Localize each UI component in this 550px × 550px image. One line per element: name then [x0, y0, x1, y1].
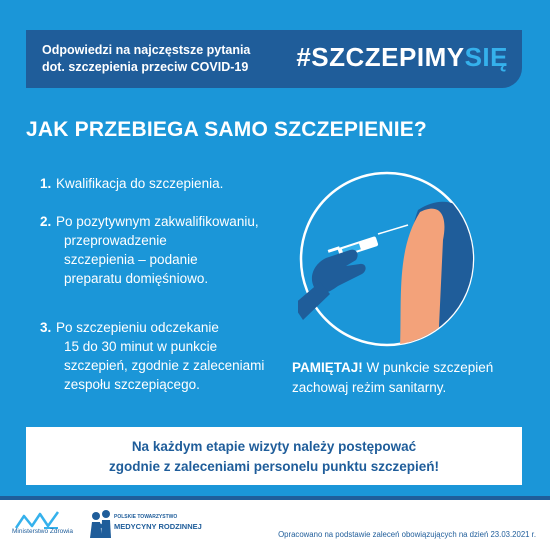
step-item-1: [40, 174, 223, 193]
step-text-line: preparatu domięśniowo.: [64, 271, 209, 286]
footer-note: Opracowano na podstawie zaleceń obowiązujących na dzień 23.03.2021 r.: [278, 530, 536, 539]
remember-text-1: W punkcie szczepień: [362, 360, 494, 375]
hashtag-accent: SIĘ: [464, 42, 508, 72]
step-text-line: 15 do 30 minut w punkcie: [64, 339, 218, 354]
banner-line-1: Na każdym etapie wizyty należy postępować: [131, 439, 417, 454]
banner-line-2: zgodnie z zaleceniami personelu punktu szczepień!: [108, 459, 440, 474]
step-text-line: szczepień, zgodnie z zaleceniami: [64, 358, 265, 373]
remember-text-2: zachowaj reżim sanitarny.: [292, 380, 447, 395]
ptmr-line-2: MEDYCYNY RODZINNEJ: [114, 522, 202, 531]
ptmr-line-1: POLSKIE TOWARZYSTWO: [114, 514, 178, 520]
step-text-line: szczepienia – podanie: [64, 252, 198, 267]
header-text: [42, 42, 250, 76]
header-bar: [26, 30, 522, 88]
step-number: 1.: [40, 176, 52, 191]
vaccination-illustration: [298, 170, 476, 348]
header-line-2: dot. szczepienia przeciw COVID-19: [42, 60, 249, 74]
remember-note: [292, 358, 532, 398]
step-text-line: Po szczepieniu odczekanie: [56, 320, 219, 335]
step-text-line: przeprowadzenie: [64, 233, 167, 248]
step-text-line: Po pozytywnym zakwalifikowaniu,: [56, 214, 259, 229]
step-text-line: zespołu szczepiącego.: [64, 377, 200, 392]
ministry-label: Ministerstwo Zdrowia: [12, 528, 74, 535]
footer: [0, 500, 550, 550]
step-text-line: Kwalifikacja do szczepienia.: [56, 176, 224, 191]
header-line-1: Odpowiedzi na najczęstsze pytania: [42, 43, 251, 57]
instruction-banner: [26, 427, 522, 485]
step-item-2: [40, 212, 259, 288]
remember-label: PAMIĘTAJ!: [292, 360, 363, 375]
hashtag-main: #SZCZEPIMY: [296, 42, 465, 72]
page-title: JAK PRZEBIEGA SAMO SZCZEPIENIE?: [26, 118, 427, 141]
step-item-3: [40, 318, 264, 394]
step-number: 3.: [40, 320, 52, 335]
banner-text: [26, 437, 522, 477]
ministry-of-health-logo: [14, 506, 64, 546]
hashtag: [296, 42, 508, 73]
step-number: 2.: [40, 214, 52, 229]
